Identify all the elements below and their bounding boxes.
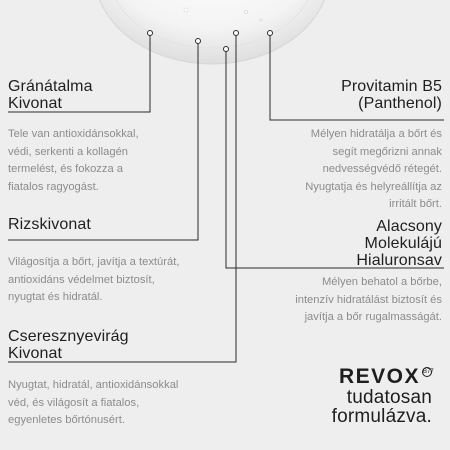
brand-mark-icon: B77	[423, 369, 434, 375]
desc-line: Nyugtat, hidratál, antioxidánsokkal	[8, 379, 179, 391]
desc-line: Mélyen hidratálja a bőrt és	[310, 128, 442, 140]
ingredient-desc-hialuron	[295, 274, 442, 327]
desc-line: Nyugtatja és helyreállítja az	[305, 180, 442, 193]
ingredient-desc-cseresznye	[8, 377, 178, 430]
brand-logo: REVOX	[338, 365, 420, 388]
desc-line: segít megőrizni annak	[332, 145, 442, 158]
title-line: Alacsony	[376, 218, 442, 235]
ingredient-title-rizs	[8, 216, 91, 233]
callout-dot-hialuron	[224, 47, 229, 52]
desc-line: fiatalos ragyogást.	[8, 180, 99, 193]
callout-dot-provitamin	[268, 31, 273, 36]
desc-line: védi, serkenti a kollagén	[8, 145, 129, 158]
brand-block	[332, 366, 432, 426]
title-line: (Panthenol)	[358, 95, 442, 112]
ingredient-title-cseresznye	[8, 328, 129, 362]
desc-line: nedvességvédő rétegét.	[322, 163, 442, 176]
ingredient-desc-rizs	[8, 254, 179, 307]
ingredient-title-hialuron	[356, 218, 442, 269]
tagline-line: formulázva.	[331, 406, 432, 427]
brand-tagline	[332, 388, 432, 426]
serum-drop-icon	[94, 0, 330, 64]
title-line: Provitamin B5	[341, 78, 442, 95]
desc-line: antioxidáns védelmet biztosít,	[8, 273, 155, 286]
title-line: Gránátalma	[8, 78, 93, 95]
brand-logo-row	[332, 366, 432, 388]
title-line: Kivonat	[8, 95, 63, 112]
desc-line: nyugtat és hidratál.	[8, 291, 103, 304]
tagline-line: tudatosan	[346, 387, 432, 408]
desc-line: javítja a bőr rugalmasságát.	[304, 311, 442, 324]
title-line: Rizskivonat	[8, 216, 91, 233]
callout-dot-cseresznye	[234, 31, 239, 36]
title-line: Hialuronsav	[356, 252, 442, 269]
desc-line: termelést, és fokozza a	[8, 163, 124, 176]
callout-dot-rizs	[196, 39, 201, 44]
ingredient-title-granatalma	[8, 78, 93, 112]
desc-line: irritált bőrt.	[389, 198, 442, 211]
callout-dot-granatalma	[148, 31, 153, 36]
title-line: Molekulájú	[364, 235, 442, 252]
ingredient-desc-provitamin	[305, 126, 442, 214]
ingredient-desc-granatalma	[8, 126, 139, 196]
desc-line: Mélyen behatol a bőrbe,	[321, 276, 442, 288]
title-line: Kivonat	[8, 345, 63, 362]
title-line: Cseresznyevirág	[8, 328, 129, 345]
desc-line: véd, és világosít a fiatalos,	[8, 396, 140, 409]
desc-line: intenzív hidratálást biztosít és	[295, 293, 442, 306]
desc-line: egyenletes bőrtónusért.	[8, 414, 125, 427]
desc-line: Világosítja a bőrt, javítja a textúrát,	[8, 256, 180, 268]
ingredient-title-provitamin	[341, 78, 442, 112]
desc-line: Tele van antioxidánsokkal,	[8, 128, 139, 140]
